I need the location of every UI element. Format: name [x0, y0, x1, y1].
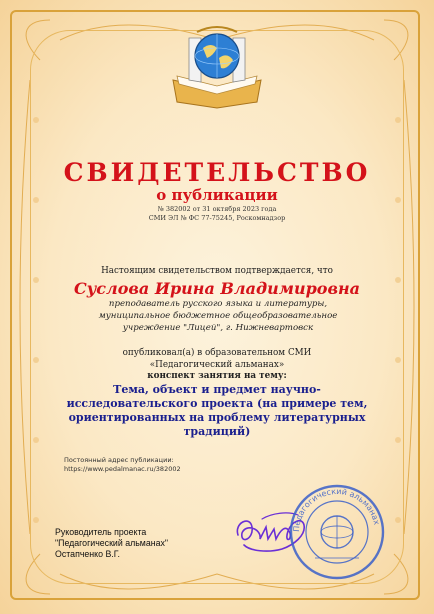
published-text: опубликовал(а) в образовательном СМИ	[122, 348, 312, 358]
media-registration: СМИ ЭЛ № ФС 77-75245, Роскомнадзор	[148, 214, 286, 222]
round-seal-icon	[287, 482, 387, 582]
address-label: Постоянный адрес публикации:	[64, 456, 174, 464]
publication-address-link[interactable]: https://www.pedalmanac.ru/382002	[64, 465, 181, 473]
registration-number: № 382002 от 31 октября 2023 года	[157, 205, 277, 213]
confirm-text: Настоящим свидетельством подтверждается, что	[101, 266, 333, 276]
signer-role: Руководитель проекта	[55, 527, 147, 537]
topic-title: Тема, объект и предмет научно-исследовательского проекта (на примере тем, ориентированных на проблему литературных традиций)	[66, 383, 368, 438]
media-name: «Педагогический альманах»	[149, 360, 285, 370]
signer-project: "Педагогический альманах"	[55, 538, 169, 548]
signer-name: Остапченко В.Г.	[55, 549, 120, 559]
globe-book-emblem-icon	[167, 18, 267, 114]
topic-label: конспект занятия на тему:	[147, 371, 287, 381]
person-name: Суслова Ирина Владимировна	[73, 279, 360, 298]
certificate-title: СВИДЕТЕЛЬСТВО	[63, 158, 371, 187]
person-position: преподаватель русского языка и литературы, муниципальное бюджетное общеобразовательное учреждение "Лицей", г. Нижневартовск	[98, 299, 338, 333]
stamp-text: Педагогический альманах	[291, 486, 382, 533]
certificate-subtitle: о публикации	[156, 186, 278, 204]
